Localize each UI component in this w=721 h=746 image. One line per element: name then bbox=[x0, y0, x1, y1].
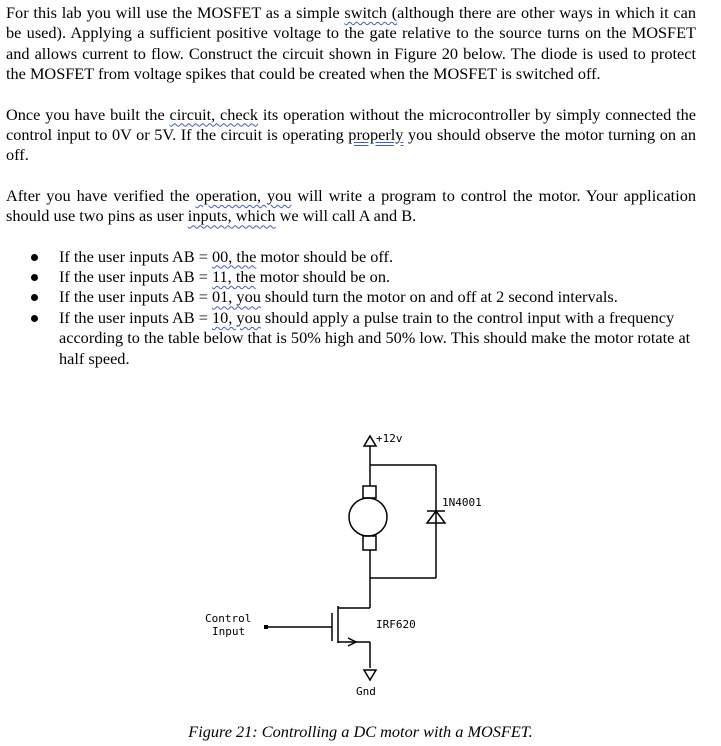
text-run: If the user inputs AB = bbox=[59, 246, 212, 266]
text-run: should apply a pulse train to the control input with a frequency according to the table below that is 50% high and 50% low. This should make the motor rotate at half speed. bbox=[59, 307, 691, 368]
text-run: If the user inputs AB = bbox=[59, 267, 212, 287]
text-run: For this lab you will use the MOSFET as a simple bbox=[6, 3, 345, 22]
mosfet-label: IRF620 bbox=[376, 618, 416, 631]
text-run: If the user inputs AB = bbox=[59, 287, 212, 307]
text-run: should turn the motor on and off at 2 second intervals. bbox=[260, 287, 618, 307]
grammar-flag: circuit, check bbox=[169, 104, 259, 124]
grammar-flag: inputs, which bbox=[187, 206, 276, 226]
text-run: we will call A and B. bbox=[275, 206, 417, 226]
motor-terminal-top bbox=[363, 486, 376, 498]
text-run: its operation without the microcontroller by simply connected the control input to 0V or 5V. If the circuit is operating bbox=[6, 104, 697, 145]
figure-caption: Figure 21: Controlling a DC motor with a MOSFET. bbox=[188, 722, 533, 741]
diode-label: 1N4001 bbox=[442, 496, 482, 509]
supply-arrow-icon bbox=[364, 436, 376, 446]
ground-label: Gnd bbox=[356, 685, 376, 698]
text-run: motor should be off. bbox=[256, 246, 394, 266]
text-run: although there are other ways in which it can be used). Applying a sufficient positive voltage to the gate relative to the source turns on the MOSFET and allows current to flow. Construct the circuit shown in Figure 20 below. The diode is used to protect the MOSFET from voltage spikes that could be created when the MOSFET is switched off. bbox=[6, 3, 697, 84]
text-run: will write a program to control the motor. Your application should use two pins as user bbox=[6, 185, 697, 226]
text-run: you should observe the motor turning on an off. bbox=[6, 125, 696, 165]
text-run: After you have verified the bbox=[6, 185, 196, 205]
text-run: Once you have built the bbox=[6, 104, 170, 124]
control-label: Input bbox=[212, 625, 246, 638]
control-label: Control bbox=[205, 612, 252, 625]
text-run: motor should be on. bbox=[255, 267, 391, 287]
grammar-flag: operation, you bbox=[195, 185, 292, 205]
motor-icon bbox=[349, 498, 387, 536]
grammar-flag: switch ( bbox=[344, 3, 398, 22]
text-run: If the user inputs AB = bbox=[59, 307, 212, 327]
grammar-flag: 11, the bbox=[212, 267, 256, 287]
motor-terminal-bottom bbox=[363, 536, 376, 550]
supply-label: +12v bbox=[376, 432, 403, 445]
grammar-flag: 10, you bbox=[212, 307, 261, 327]
grammar-flag: properly bbox=[348, 125, 404, 145]
grammar-flag: 00, the bbox=[212, 246, 257, 266]
grammar-flag: 01, you bbox=[212, 287, 261, 307]
ground-icon bbox=[364, 670, 376, 680]
control-terminal bbox=[264, 625, 268, 629]
